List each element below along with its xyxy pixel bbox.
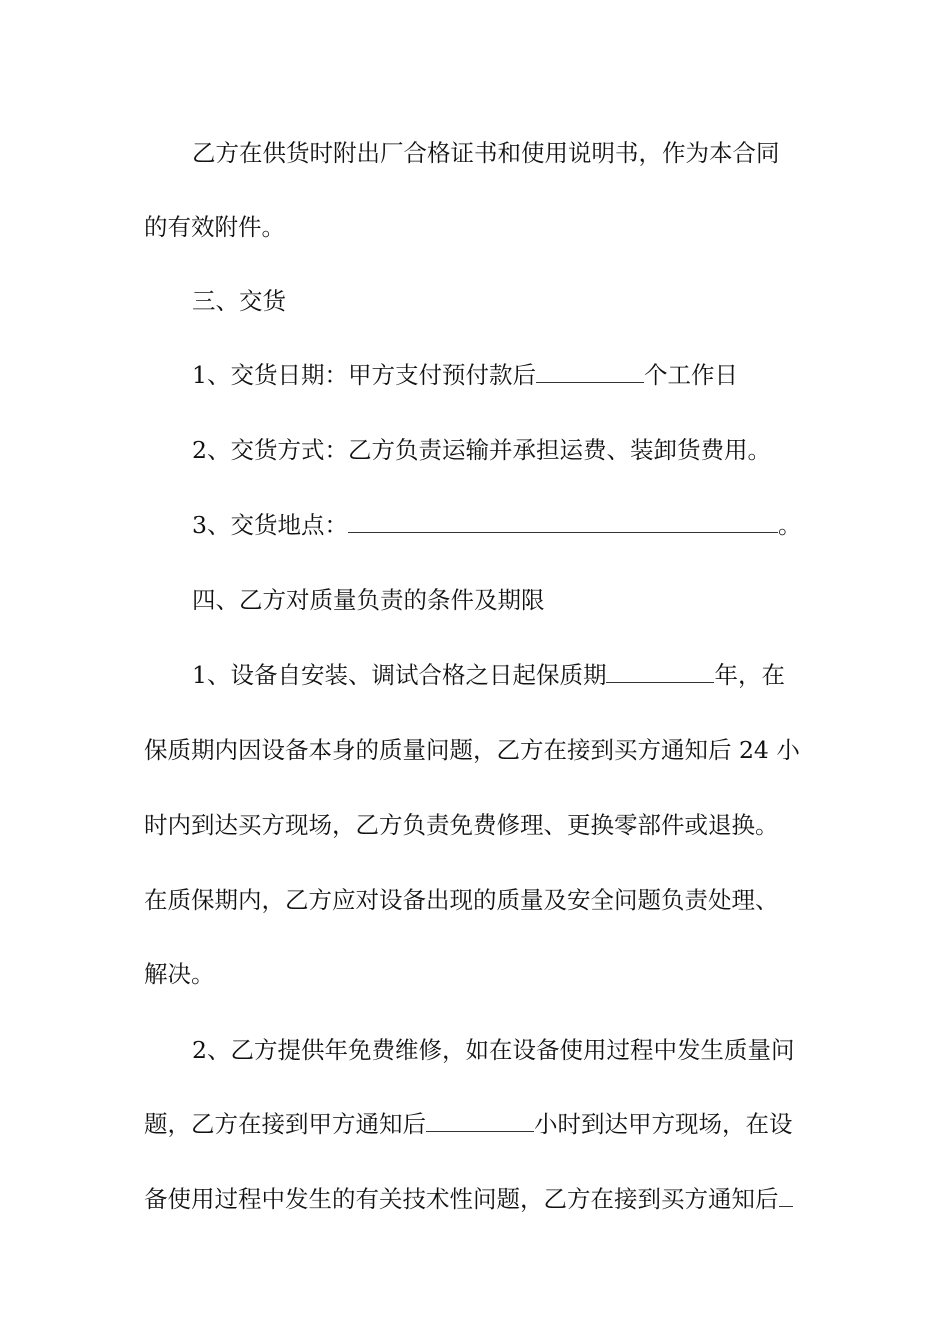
blank-field [426, 1107, 534, 1132]
paragraph-line: 的有效附件。 [144, 213, 285, 241]
section-heading: 三、交货 [192, 287, 286, 315]
clause-text: 。 [777, 511, 802, 539]
clause-text: 小时到达甲方现场，在设 [534, 1110, 793, 1138]
paragraph-line: 乙方在供货时附出厂合格证书和使用说明书，作为本合同 [192, 139, 780, 167]
clause-text: 年，在 [714, 661, 785, 689]
clause-line: 2、交货方式：乙方负责运输并承担运费、装卸货费用。 [192, 436, 771, 464]
clause-text: 题，乙方在接到甲方通知后 [144, 1110, 426, 1138]
blank-field [348, 508, 778, 533]
clause-text: 3、交货地点： [192, 511, 348, 539]
blank-field [779, 1182, 793, 1207]
clause-line [192, 355, 824, 395]
clause-text: 1、交货日期：甲方支付预付款后 [192, 361, 536, 389]
paragraph-line: 保质期内因设备本身的质量问题，乙方在接到买方通知后 24 小 [144, 736, 800, 764]
blank-field [536, 358, 644, 383]
paragraph-line: 在质保期内，乙方应对设备出现的质量及安全问题负责处理、 [144, 886, 779, 914]
paragraph-line [144, 1104, 824, 1144]
clause-line [192, 655, 824, 695]
clause-line: 2、乙方提供年免费维修，如在设备使用过程中发生质量问 [192, 1036, 795, 1064]
blank-field [606, 658, 714, 683]
section-heading: 四、乙方对质量负责的条件及期限 [192, 586, 545, 614]
paragraph-line: 解决。 [144, 960, 215, 988]
paragraph-line [144, 1179, 824, 1219]
clause-text: 个工作日 [643, 361, 738, 389]
clause-line [192, 505, 824, 545]
clause-text: 备使用过程中发生的有关技术性问题，乙方在接到买方通知后 [144, 1185, 779, 1213]
paragraph-line: 时内到达买方现场，乙方负责免费修理、更换零部件或退换。 [144, 811, 779, 839]
clause-text: 1、设备自安装、调试合格之日起保质期 [192, 661, 607, 689]
